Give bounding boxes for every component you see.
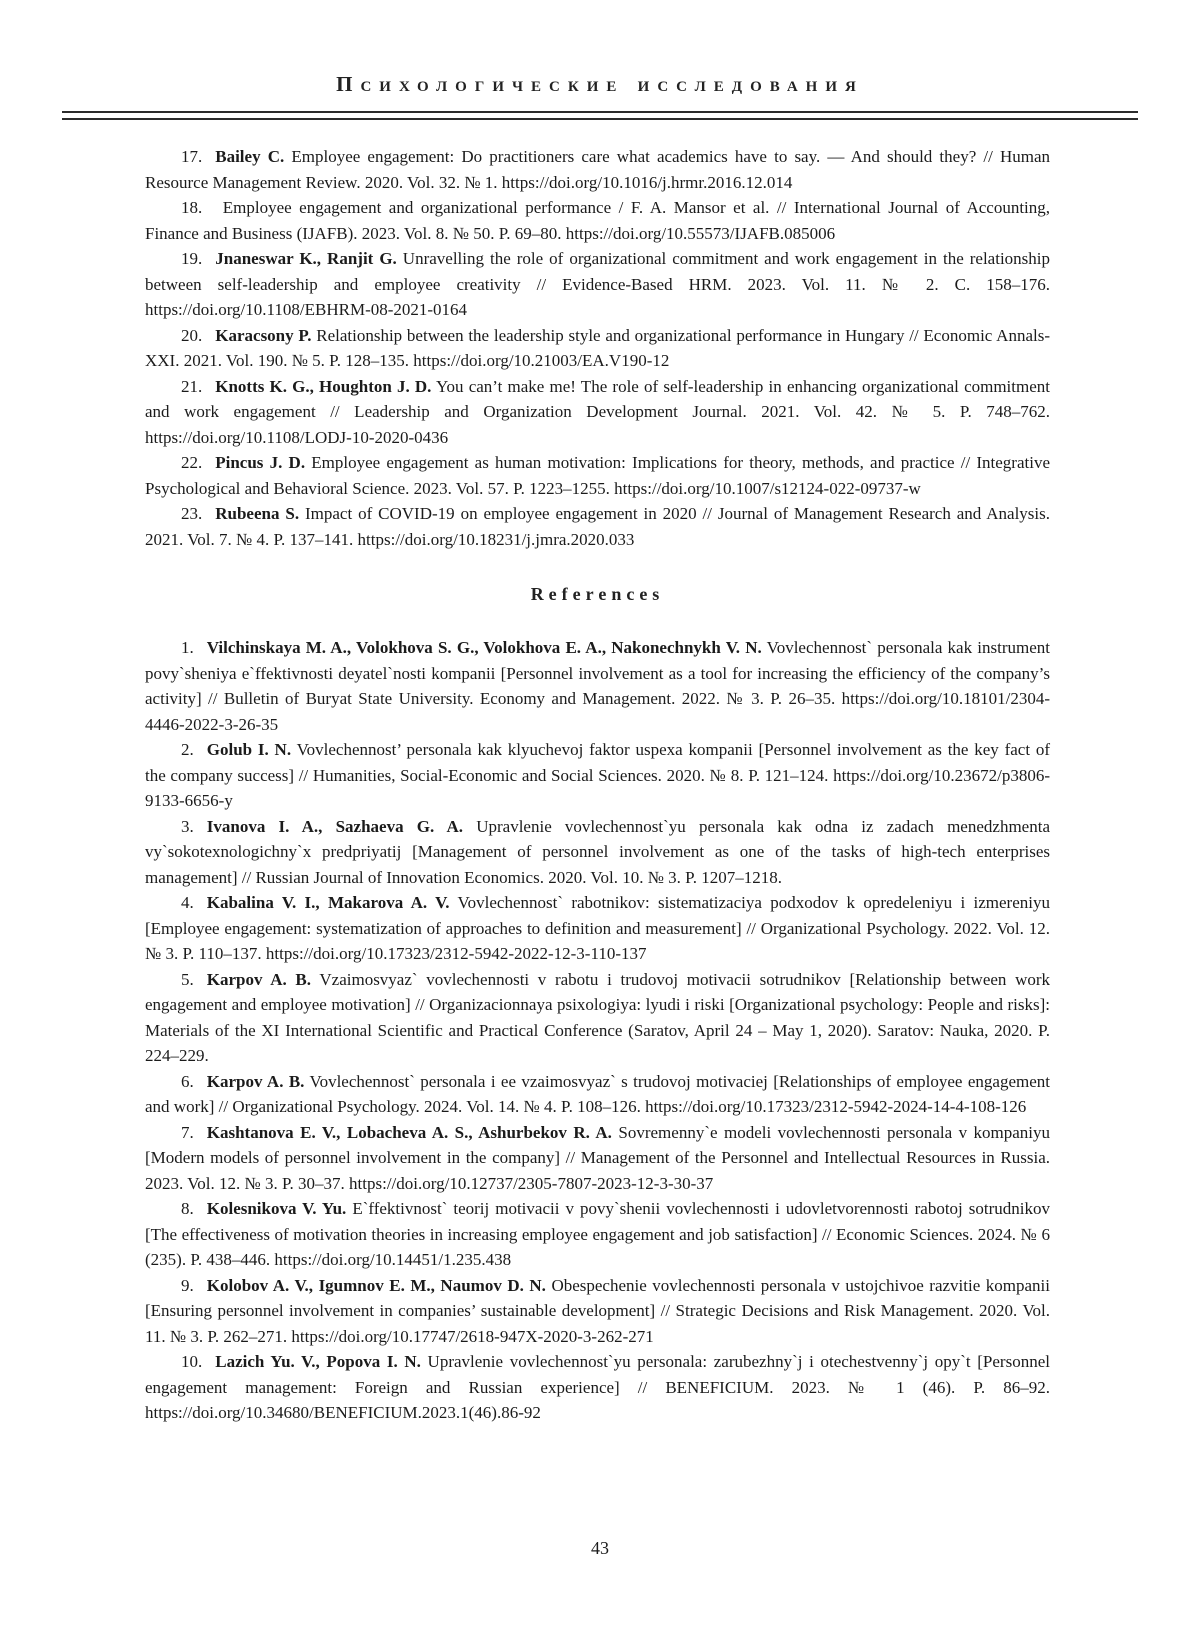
reference-number: 1. — [181, 638, 194, 657]
reference-text: Vovlechennost’ personala kak klyuchevoj faktor uspexa kompanii [Personnel involvement as the key fact of the company success] // Humanities, Social-Economic and Social Sciences. 2020. № 8. P. 121–124. https://doi.org/10.23672/p3806-9133-6656-y — [145, 740, 1050, 810]
reference-text: Relationship between the leadership style and organizational performance in Hungary // Economic Annals-XXI. 2021. Vol. 190. № 5. P. 128–135. https://doi.org/10.21003/EA.V190-12 — [145, 325, 1050, 370]
reference-authors: Kolobov A. V., Igumnov E. M., Naumov D. N. — [206, 1275, 546, 1295]
running-head-title: Психологические исследования — [336, 72, 864, 96]
reference-number: 6. — [181, 1071, 194, 1091]
reference-authors: Karpov A. B. — [206, 969, 311, 989]
reference-number: 7. — [181, 1122, 194, 1142]
reference-number: 3. — [181, 816, 194, 836]
reference-authors: Kolesnikova V. Yu. — [206, 1199, 347, 1218]
reference-authors: Kashtanova E. V., Lobacheva A. S., Ashurbekov R. A. — [206, 1122, 612, 1142]
header-divider — [62, 111, 1138, 120]
reference-item — [145, 450, 1050, 501]
reference-number: 21. — [181, 376, 203, 396]
reference-item — [145, 635, 1050, 737]
references-content — [145, 144, 1050, 1426]
reference-item — [145, 1273, 1050, 1350]
reference-authors: Pincus J. D. — [215, 453, 306, 472]
reference-text: You can’t make me! The role of self-leadership in enhancing organizational commitment and work engagement // Leadership and Organization Development Journal. 2021. Vol. 42. № 5. P. 748–762. https://doi.org/10.1108/LODJ-10-2020-0436 — [145, 376, 1050, 447]
reference-text: Upravlenie vovlechennost`yu personala: zarubezhny`j i otechestvenny`j opy`t [Personnel engagement management: Foreign and Russian experience] // BENEFICIUM. 2023. № 1 (46). P. 86–92. https://doi.org/10.34680/BENEFICIUM.2023.1(46).86-92 — [145, 1352, 1050, 1422]
reference-authors: Ivanova I. A., Sazhaeva G. A. — [206, 816, 464, 836]
reference-number: 22. — [181, 453, 203, 472]
reference-text: Upravlenie vovlechennost`yu personala kak odna iz zadach menedzhmenta vy`sokotexnologichny`x predpriyatij [Management of personnel involvement as one of the tasks of high-tech enterprises management] // Russian Journal of Innovation Economics. 2020. Vol. 10. № 3. P. 1207–1218. — [145, 816, 1050, 887]
reference-item — [145, 246, 1050, 323]
reference-item — [145, 501, 1050, 552]
reference-item — [145, 737, 1050, 814]
reference-text: E`ffektivnost` teorij motivacii v povy`shenii vovlechennosti i udovletvorennosti rabotoj sotrudnikov [The effectiveness of motivation theories in increasing employee engagement and job satisfaction] // Economic Sciences. 2024. № 6 (235). P. 438–446. https://doi.org/10.14451/1.235.438 — [145, 1199, 1050, 1269]
reference-item — [145, 144, 1050, 195]
reference-authors: Rubeena S. — [215, 504, 300, 523]
reference-item — [145, 1069, 1050, 1120]
reference-text: Impact of COVID-19 on employee engagement in 2020 // Journal of Management Research and Analysis. 2021. Vol. 7. № 4. P. 137–141. https://doi.org/10.18231/j.jmra.2020.033 — [145, 504, 1050, 549]
reference-authors: Bailey C. — [215, 147, 285, 166]
reference-text: Vovlechennost` personala kak instrument povy`sheniya e`ffektivnosti deyatel`nosti kompanii [Personnel involvement as a tool for increasing the efficiency of the company’s activity] // Bulletin of Buryat State University. Economy and Management. 2022. № 3. P. 26–35. https://doi.org/10.18101/2304-4446-2022-3-26-35 — [145, 638, 1050, 734]
reference-authors: Lazich Yu. V., Popova I. N. — [215, 1352, 421, 1371]
reference-authors: Golub I. N. — [206, 740, 292, 759]
reference-text: Vovlechennost` rabotnikov: sistematizaciya podxodov k opredeleniyu i izmereniyu [Employee engagement: systematization of approaches to definition and measurement] // Organizational Psychology. 2022. Vol. 12. № 3. P. 110–137. https://doi.org/10.17323/2312-5942-2022-12-3-110-137 — [145, 893, 1050, 963]
reference-item — [145, 967, 1050, 1069]
reference-text: Employee engagement as human motivation: Implications for theory, methods, and practice // Integrative Psychological and Behavioral Science. 2023. Vol. 57. P. 1223–1255. https://doi.org/10.1007/s12124-022-09737-w — [145, 453, 1050, 498]
reference-number: 19. — [181, 249, 203, 268]
reference-authors: Jnaneswar K., Ranjit G. — [215, 249, 397, 268]
reference-item — [145, 323, 1050, 374]
reference-text: Vzaimosvyaz` vovlechennosti v rabotu i trudovoj motivacii sotrudnikov [Relationship between work engagement and employee motivation] // Organizacionnaya psixologiya: lyudi i riski [Organizational psychology: People and risks]: Materials of the XI International Scientific and Practical Conference (Saratov, April 24 – May 1, 2020). Saratov: Nauka, 2020. P. 224–229. — [145, 969, 1051, 1065]
reference-item — [145, 1120, 1050, 1197]
reference-item — [145, 890, 1050, 967]
reference-item — [145, 1349, 1050, 1426]
reference-text: Obespechenie vovlechennosti personala v ustojchivoe razvitie kompanii [Ensuring personnel involvement in companies’ sustainable development] // Strategic Decisions and Risk Management. 2020. Vol. 11. № 3. P. 262–271. https://doi.org/10.17747/2618-947X-2020-3-262-271 — [145, 1275, 1050, 1346]
references-heading: References — [530, 584, 665, 604]
reference-authors: Knotts K. G., Houghton J. D. — [215, 376, 432, 396]
reference-authors: Kabalina V. I., Makarova A. V. — [206, 893, 450, 912]
reference-text: Unravelling the role of organizational commitment and work engagement in the relationship between self-leadership and employee creativity // Evidence-Based HRM. 2023. Vol. 11. № 2. С. 158–176. https://doi.org/10.1108/EBHRM-08-2021-0164 — [145, 249, 1051, 319]
reference-number: 17. — [181, 147, 203, 166]
reference-number: 18. — [181, 198, 203, 217]
reference-authors: Karpov A. B. — [206, 1071, 305, 1091]
reference-text: Sovremenny`e modeli vovlechennosti personala v kompaniyu [Modern models of personnel involvement in the company] // Management of the Personnel and Intellectual Resources in Russia. 2023. Vol. 12. № 3. P. 30–37. https://doi.org/10.12737/2305-7807-2023-12-3-30-37 — [145, 1122, 1051, 1193]
reference-text: Vovlechennost` personala i ee vzaimosvyaz` s trudovoj motivaciej [Relationships of employee engagement and work] // Organizational Psychology. 2024. Vol. 14. № 4. P. 108–126. https://doi.org/10.17323/2312-5942-2024-14-4-108-126 — [145, 1071, 1050, 1116]
reference-number: 8. — [181, 1199, 194, 1218]
reference-number: 23. — [181, 504, 203, 523]
reference-number: 2. — [181, 740, 194, 759]
reference-authors: Vilchinskaya M. A., Volokhova S. G., Volokhova E. A., Nakonechnykh V. N. — [206, 638, 762, 657]
reference-number: 9. — [181, 1275, 194, 1295]
reference-text: Employee engagement and organizational performance / F. A. Mansor et al. // International Journal of Accounting, Finance and Business (IJAFB). 2023. Vol. 8. № 50. P. 69–80. https://doi.org/10.55573/IJAFB.085006 — [145, 198, 1051, 243]
page-number: 43 — [591, 1538, 609, 1558]
reference-item — [145, 374, 1050, 451]
reference-number: 10. — [181, 1352, 203, 1371]
reference-item — [145, 814, 1050, 891]
reference-authors: Karacsony P. — [215, 325, 312, 345]
reference-item — [145, 1196, 1050, 1273]
reference-text: Employee engagement: Do practitioners care what academics have to say. — And should they? // Human Resource Management Review. 2020. Vol. 32. № 1. https://doi.org/10.1016/j.hrmr.2016.12.014 — [145, 147, 1050, 192]
reference-number: 4. — [181, 893, 194, 912]
reference-number: 5. — [181, 969, 194, 989]
reference-item — [145, 195, 1050, 246]
reference-number: 20. — [181, 325, 203, 345]
